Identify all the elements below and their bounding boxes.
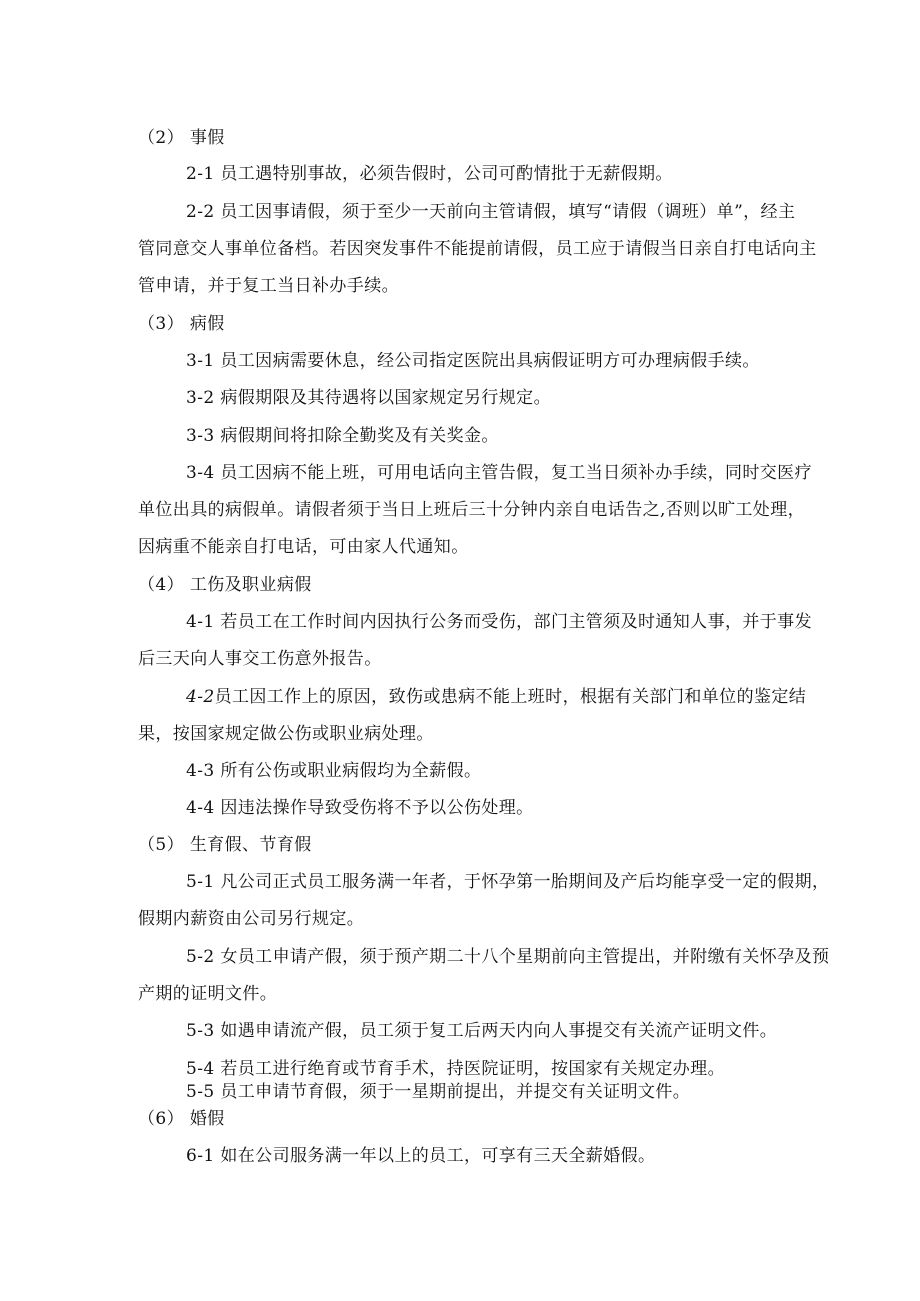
paragraph-line: 后三天向人事交工伤意外报告。: [138, 649, 382, 669]
paragraph-line: 产期的证明文件。: [138, 984, 278, 1004]
paragraph-line: 管同意交人事单位备档。若因突发事件不能提前请假，员工应于请假当日亲自打电话向主: [138, 239, 817, 259]
section-heading-leave-personal: （2） 事假: [138, 128, 225, 148]
paragraph-line: 5-4 若员工进行绝育或节育手术，持医院证明，按国家有关规定办理。: [186, 1059, 725, 1079]
paragraph-line: 因病重不能亲自打电话，可由家人代通知。: [138, 537, 469, 557]
paragraph-line: [186, 686, 806, 708]
paragraph-line: 4-1 若员工在工作时间内因执行公务而受伤，部门主管须及时通知人事，并于事发: [186, 612, 812, 632]
paragraph-line: 3-3 病假期间将扣除全勤奖及有关奖金。: [186, 426, 499, 446]
section-heading-marriage-leave: （6） 婚假: [138, 1109, 225, 1129]
section-heading-work-injury: （4） 工伤及职业病假: [138, 575, 312, 595]
paragraph-line: 假期内薪资由公司另行规定。: [138, 909, 365, 929]
paragraph-line: 管申请，并于复工当日补办手续。: [138, 276, 399, 296]
paragraph-line: 单位出具的病假单。请假者须于当日上班后三十分钟内亲自电话告之,否则以旷工处理，: [138, 500, 806, 520]
paragraph-line: 5-1 凡公司正式员工服务满一年者，于怀孕第一胎期间及产后均能享受一定的假期，: [186, 872, 830, 892]
section-heading-sick-leave: （3） 病假: [138, 314, 225, 334]
section-heading-maternity-leave: （5） 生育假、节育假: [138, 835, 312, 855]
paragraph-line: 5-2 女员工申请产假，须于预产期二十八个星期前向主管提出，并附缴有关怀孕及预: [186, 947, 830, 967]
paragraph-line: 5-3 如遇申请流产假，员工须于复工后两天内向人事提交有关流产证明文件。: [186, 1021, 778, 1041]
paragraph-line: 5-5 员工申请节育假，须于一星期前提出，并提交有关证明文件。: [186, 1082, 691, 1102]
paragraph-line: 2-2 员工因事请假，须于至少一天前向主管请假，填写“请假（调班）单”，经主: [186, 202, 796, 222]
paragraph-line: 3-2 病假期限及其待遇将以国家规定另行规定。: [186, 388, 551, 408]
paragraph-line: 4-4 因违法操作导致受伤将不予以公伤处理。: [186, 798, 534, 818]
paragraph-line: 4-3 所有公伤或职业病假均为全薪假。: [186, 761, 482, 781]
paragraph-line: 2-1 员工遇特别事故，必须告假时，公司可酌情批于无薪假期。: [186, 164, 673, 184]
item-text: 员工因工作上的原因，致伤或患病不能上班时，根据有关部门和单位的鉴定结: [214, 687, 807, 707]
paragraph-line: 3-4 员工因病不能上班，可用电话向主管告假，复工当日须补办手续，同时交医疗: [186, 463, 812, 483]
item-number: 4-2: [186, 687, 215, 707]
paragraph-line: 果，按国家规定做公伤或职业病处理。: [138, 724, 434, 744]
paragraph-line: 6-1 如在公司服务满一年以上的员工，可享有三天全薪婚假。: [186, 1146, 656, 1166]
paragraph-line: 3-1 员工因病需要休息，经公司指定医院出具病假证明方可办理病假手续。: [186, 351, 760, 371]
